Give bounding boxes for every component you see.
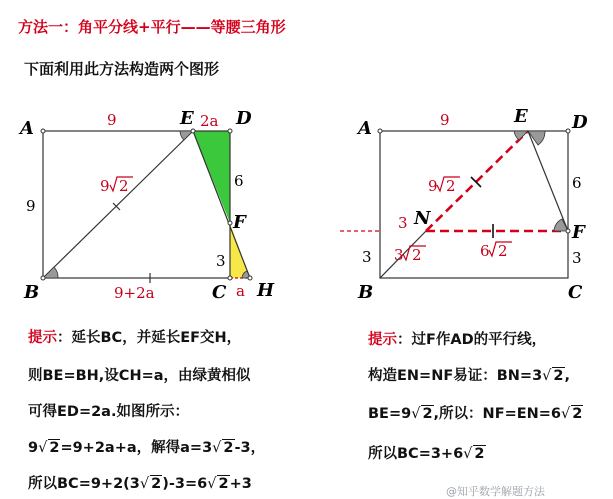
figure-2	[340, 100, 613, 305]
label-b: B	[358, 282, 374, 303]
figure-1	[0, 100, 300, 305]
hint-2-line-2: 构造EN=NF易证：BN=3√ 2,	[368, 368, 571, 384]
segment-be	[43, 131, 193, 278]
label-d: D	[236, 108, 252, 129]
point-f	[228, 221, 232, 225]
length-ae: 9	[440, 111, 450, 129]
rectangle-abcd	[380, 131, 568, 278]
label-n: N	[414, 208, 431, 229]
label-a: A	[358, 118, 372, 139]
hint-1-line-2: 则BE=BH,设CH=a，由绿黄相似	[28, 368, 251, 384]
label-f: F	[572, 222, 585, 243]
length-en-rad: 2	[446, 177, 456, 195]
hint-1-line-1	[28, 328, 241, 348]
length-bn-rad: 2	[412, 246, 422, 264]
point-f	[566, 229, 570, 233]
length-ch: a	[236, 282, 245, 300]
point-b	[41, 276, 45, 280]
point-e	[191, 129, 195, 133]
sqrt-sign: √	[212, 440, 222, 456]
point-a	[41, 129, 45, 133]
length-nf-rad: 2	[498, 242, 508, 260]
length-ab: 9	[26, 197, 36, 215]
sqrt-sign: √	[38, 440, 48, 456]
hint-2-line-3: BE=9√ 2,所以：NF=EN=6√ 2	[368, 406, 583, 422]
point-a	[378, 129, 382, 133]
hint-1-key: 提示	[28, 330, 57, 346]
label-e: E	[180, 108, 194, 129]
length-df: 6	[234, 172, 244, 190]
label-e: E	[514, 106, 528, 127]
length-fc: 3	[572, 249, 582, 267]
label-d: D	[572, 112, 588, 133]
point-d	[566, 129, 570, 133]
length-df: 6	[572, 174, 582, 192]
length-be-rad: 2	[119, 177, 129, 195]
hint-2-line-4: 所以BC=3+6√ 2	[368, 446, 485, 462]
sqrt-sign: √	[463, 446, 473, 462]
point-h	[248, 276, 252, 280]
subtitle: 下面利用此方法构造两个图形	[24, 60, 220, 78]
segment-ne	[426, 131, 528, 231]
length-bc: 9+2a	[114, 284, 155, 302]
length-en-num: 9	[428, 177, 438, 195]
watermark: @知乎数学解题方法	[446, 485, 545, 498]
length-nf-num: 6	[480, 242, 490, 260]
sqrt-sign: √	[207, 476, 217, 492]
label-f: F	[233, 212, 246, 233]
length-ae: 9	[107, 111, 117, 129]
segment-ef	[528, 131, 568, 231]
label-c: C	[212, 282, 227, 303]
sqrt-sign: √	[542, 368, 552, 384]
length-be-num: 9	[100, 177, 110, 195]
sqrt-sign: √	[411, 406, 421, 422]
point-d	[228, 129, 232, 133]
point-c	[228, 276, 232, 280]
hint-2-text-1: ：过F作AD的平行线，	[397, 332, 547, 348]
length-ab-lower: 3	[362, 248, 372, 266]
hint-1-line-5: 所以BC=9+2(3√ 2)-3=6√ 2+3	[28, 476, 252, 492]
label-b: B	[24, 282, 40, 303]
length-ed: 2a	[200, 112, 219, 130]
method-title: 方法一：角平分线+平行——等腰三角形	[18, 18, 286, 36]
sqrt-sign: √	[561, 406, 571, 422]
hint-1-text-1: ：延长BC，并延长EF交H，	[57, 330, 242, 346]
label-c: C	[568, 282, 583, 303]
hint-1-line-3: 可得ED=2a.如图所示：	[28, 404, 189, 420]
hint-1-line-4: 9√ 2=9+2a+a，解得a=3√ 2-3，	[28, 440, 266, 456]
sqrt-sign: √	[139, 476, 150, 492]
angle-mark-b	[43, 267, 58, 278]
label-h: H	[257, 280, 275, 301]
label-a: A	[20, 118, 34, 139]
length-fc: 3	[216, 252, 226, 270]
hint-2-key: 提示	[368, 332, 397, 348]
length-bn-num: 3	[394, 246, 404, 264]
length-ab-upper: 3	[398, 214, 408, 232]
hint-2-line-1	[368, 330, 546, 350]
